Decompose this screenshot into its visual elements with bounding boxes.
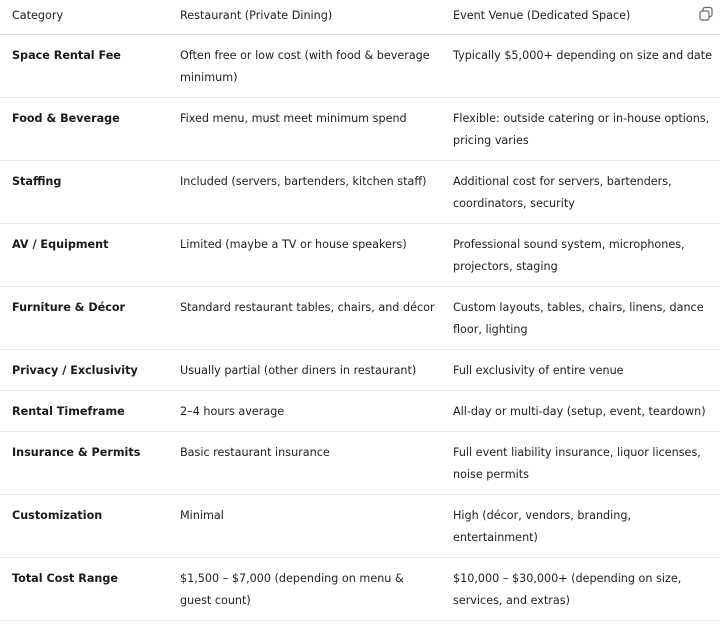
table-row bbox=[0, 161, 720, 224]
table-row bbox=[0, 432, 720, 495]
cell-category: Customization bbox=[0, 495, 168, 558]
cell-category: Privacy / Exclusivity bbox=[0, 350, 168, 391]
table-row bbox=[0, 350, 720, 391]
cell-restaurant: $1,500 – $7,000 (depending on menu & guest count) bbox=[168, 558, 441, 621]
table-row bbox=[0, 35, 720, 98]
cell-category: Staffing bbox=[0, 161, 168, 224]
table-row bbox=[0, 224, 720, 287]
cell-category: AV / Equipment bbox=[0, 224, 168, 287]
cell-restaurant: 2–4 hours average bbox=[168, 391, 441, 432]
table-row bbox=[0, 558, 720, 621]
header-category: Category bbox=[0, 0, 168, 35]
cell-event-venue: Full event liability insurance, liquor licenses, noise permits bbox=[441, 432, 720, 495]
header-restaurant: Restaurant (Private Dining) bbox=[168, 0, 441, 35]
cell-restaurant: Fixed menu, must meet minimum spend bbox=[168, 98, 441, 161]
cell-restaurant: Limited (maybe a TV or house speakers) bbox=[168, 224, 441, 287]
cell-event-venue: High (décor, vendors, branding, entertainment) bbox=[441, 495, 720, 558]
header-event-venue bbox=[441, 0, 720, 35]
table-row bbox=[0, 287, 720, 350]
cell-restaurant: Basic restaurant insurance bbox=[168, 432, 441, 495]
table-row bbox=[0, 391, 720, 432]
cell-category: Food & Beverage bbox=[0, 98, 168, 161]
table-row bbox=[0, 495, 720, 558]
cell-restaurant: Standard restaurant tables, chairs, and décor bbox=[168, 287, 441, 350]
cell-event-venue: Flexible: outside catering or in-house options, pricing varies bbox=[441, 98, 720, 161]
cell-category: Total Cost Range bbox=[0, 558, 168, 621]
header-event-venue-label: Event Venue (Dedicated Space) bbox=[453, 9, 631, 22]
cell-restaurant: Included (servers, bartenders, kitchen staff) bbox=[168, 161, 441, 224]
cell-event-venue: All-day or multi-day (setup, event, teardown) bbox=[441, 391, 720, 432]
cell-category: Rental Timeframe bbox=[0, 391, 168, 432]
cell-category: Furniture & Décor bbox=[0, 287, 168, 350]
cell-event-venue: Full exclusivity of entire venue bbox=[441, 350, 720, 391]
cell-event-venue: Typically $5,000+ depending on size and date bbox=[441, 35, 720, 98]
copy-icon[interactable] bbox=[698, 6, 714, 22]
cell-event-venue: Professional sound system, microphones, projectors, staging bbox=[441, 224, 720, 287]
table-header-row bbox=[0, 0, 720, 35]
cell-restaurant: Usually partial (other diners in restaurant) bbox=[168, 350, 441, 391]
table-row bbox=[0, 98, 720, 161]
cell-category: Space Rental Fee bbox=[0, 35, 168, 98]
cell-event-venue: Additional cost for servers, bartenders, coordinators, security bbox=[441, 161, 720, 224]
cell-restaurant: Often free or low cost (with food & beverage minimum) bbox=[168, 35, 441, 98]
cell-restaurant: Minimal bbox=[168, 495, 441, 558]
cell-event-venue: $10,000 – $30,000+ (depending on size, services, and extras) bbox=[441, 558, 720, 621]
cell-event-venue: Custom layouts, tables, chairs, linens, dance floor, lighting bbox=[441, 287, 720, 350]
cell-category: Insurance & Permits bbox=[0, 432, 168, 495]
